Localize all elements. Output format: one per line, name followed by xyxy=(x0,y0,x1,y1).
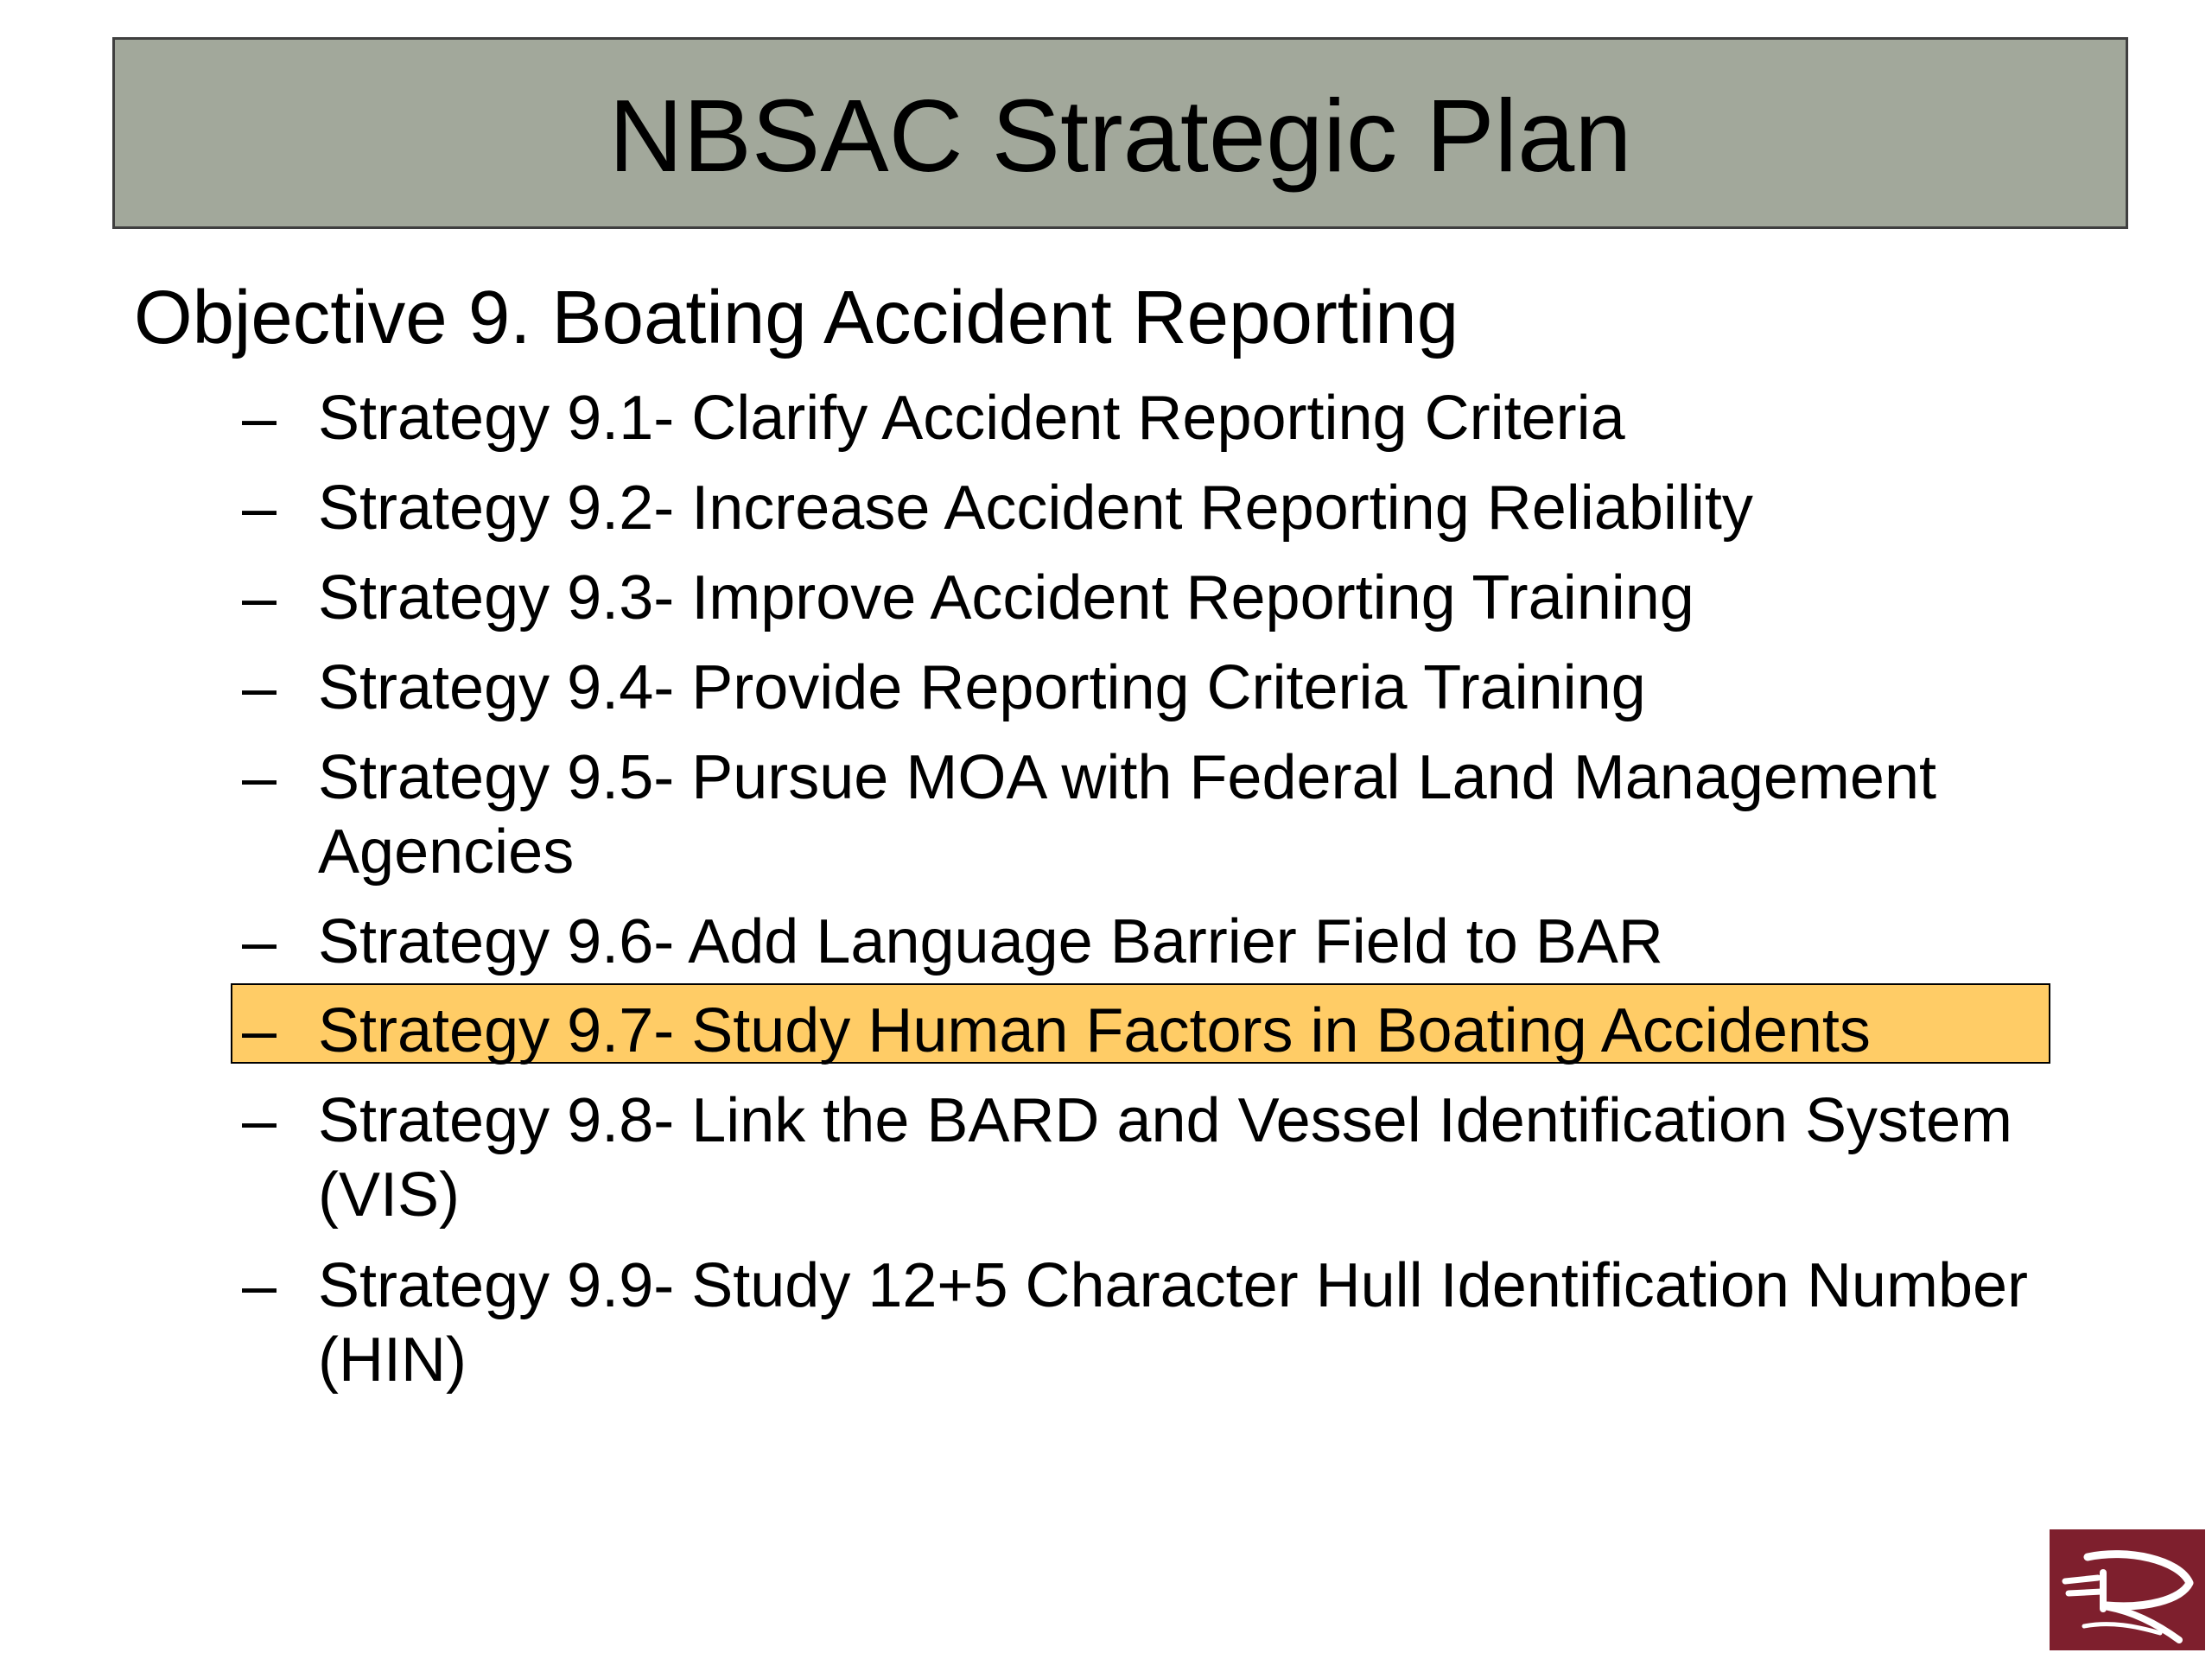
bullet-dash: – xyxy=(242,743,277,812)
strategy-item-9-7 xyxy=(242,994,2056,1068)
strategy-text: Strategy 9.4- Provide Reporting Criteria Training xyxy=(318,653,1646,722)
bullet-dash: – xyxy=(242,907,277,976)
strategy-item-9-2 xyxy=(242,471,2056,545)
organization-logo-icon xyxy=(2050,1529,2205,1650)
strategy-text: Strategy 9.1- Clarify Accident Reporting Criteria xyxy=(318,384,1625,453)
strategy-text: Strategy 9.8- Link the BARD and Vessel Identification System (VIS) xyxy=(318,1086,2013,1230)
bullet-dash: – xyxy=(242,384,277,453)
slide-title: NBSAC Strategic Plan xyxy=(608,78,1632,194)
strategy-text: Strategy 9.6- Add Language Barrier Field to BAR xyxy=(318,907,1663,976)
strategy-text: Strategy 9.3- Improve Accident Reporting Training xyxy=(318,563,1694,632)
strategy-item-9-9 xyxy=(242,1249,2056,1397)
strategy-item-9-1 xyxy=(242,381,2056,455)
bullet-dash: – xyxy=(242,474,277,543)
bullet-dash: – xyxy=(242,996,277,1065)
strategy-item-9-5 xyxy=(242,741,2056,889)
strategy-text: Strategy 9.2- Increase Accident Reporting Reliability xyxy=(318,474,1753,543)
strategy-text: Strategy 9.5- Pursue MOA with Federal Land Management Agencies xyxy=(318,743,1936,887)
bullet-dash: – xyxy=(242,1251,277,1320)
strategy-item-9-3 xyxy=(242,561,2056,635)
objective-heading: Objective 9. Boating Accident Reporting xyxy=(134,276,1459,359)
bullet-dash: – xyxy=(242,563,277,632)
strategy-text: Strategy 9.9- Study 12+5 Character Hull Identification Number (HIN) xyxy=(318,1251,2029,1395)
bullet-dash: – xyxy=(242,1086,277,1155)
strategy-text: Strategy 9.7- Study Human Factors in Boating Accidents xyxy=(318,996,1871,1065)
bullet-dash: – xyxy=(242,653,277,722)
strategy-item-9-6 xyxy=(242,905,2056,979)
strategy-item-9-4 xyxy=(242,651,2056,725)
strategy-item-9-8 xyxy=(242,1084,2056,1232)
